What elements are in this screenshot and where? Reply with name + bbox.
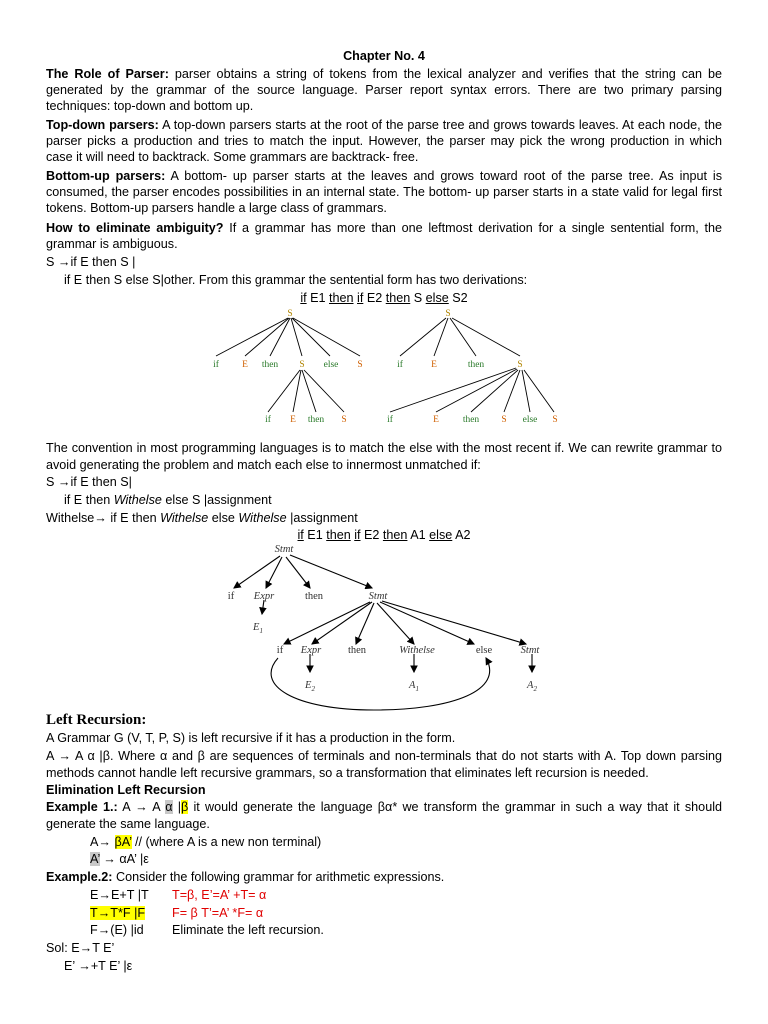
tree2-sub-s: S: [501, 415, 507, 425]
example1-line-1: Example 1.: A → A α |β it would generate the language βα* we transform the grammar in such a way that it should: [46, 800, 722, 814]
tree1-sub-e: E: [290, 415, 296, 425]
tree2-sub-then: then: [462, 415, 480, 425]
tree2-leaf-then: then: [467, 360, 485, 370]
tree3-e1: $E_1$: [253, 622, 263, 635]
tree3-leaf-if: if: [227, 591, 235, 602]
bottomup-paragraph-line-2: consumed, the parser encodes possibilities in an internal state. The bottom- up parser starts in a state valid for legal first: [46, 185, 722, 199]
tree1-leaf-then: then: [261, 360, 279, 370]
bottomup-paragraph-line-3: tokens. Bottom-up parsers handle a large class of grammars.: [46, 201, 387, 215]
role-paragraph-line-2: generated by the grammar of the source language. Parser report syntax errors. There are two primary parsing: [46, 83, 722, 97]
ambiguous-sentence: if E1 then if E2 then S else S2: [300, 291, 468, 305]
convention-line-1: The convention in most programming languages is to match the else with the most recent if. We can rewrite grammar to: [46, 441, 722, 455]
tree3-sub-then: then: [347, 645, 367, 656]
tree2-sub-s2: S: [552, 415, 558, 425]
left-recursion-heading: Left Recursion:: [46, 712, 147, 728]
tree3-node-stmt: Stmt: [368, 591, 388, 602]
chapter-title: Chapter No. 4: [343, 49, 425, 63]
left-recursion-line-2: A → A α |β. Where α and β are sequences of terminals and non-terminals that do not starts with A. Top down parsing: [46, 749, 722, 763]
tree1-sub-then: then: [307, 415, 325, 425]
tree3-root-stmt: Stmt: [274, 544, 294, 555]
tree1-root-s: S: [287, 309, 293, 319]
role-label: The Role of Parser:: [46, 67, 169, 81]
example1-line-2: generate the same language.: [46, 817, 210, 831]
ambiguity-grammar-line-1: S →if E then S |: [46, 255, 136, 269]
tree3-a2: $A_2$: [527, 680, 537, 693]
example2-rule-3: F→(E) |id Eliminate the left recursion.: [90, 923, 324, 937]
tree3-a1: $A_1$: [409, 680, 419, 693]
ambiguity-label: How to eliminate ambiguity?: [46, 221, 224, 235]
tree3-sub-if: if: [276, 645, 284, 656]
tree2-sub-else: else: [522, 415, 538, 425]
topdown-paragraph-line-1: Top-down parsers: A top-down parsers starts at the root of the parse tree and grows towards leaves. At each node, the: [46, 118, 722, 132]
tree2-sub-if: if: [387, 415, 393, 425]
tree3-sub-withelse: Withelse: [399, 645, 435, 656]
example2-rule-2: T→T*F |F F= β T’=A’ *F= α: [90, 906, 264, 920]
solution-line-1: Sol: E→T E’: [46, 941, 115, 955]
topdown-paragraph-line-3: case it will need to backtrack. Some grammars are backtrack- free.: [46, 150, 419, 164]
tree2-node-s: S: [517, 360, 523, 370]
tree2-sub-e: E: [433, 415, 439, 425]
ambiguity-grammar-line-2: if E then S else S|other. From this grammar the sentential form has two derivations:: [64, 273, 528, 287]
tree3-e2: $E_2$: [305, 680, 315, 693]
convention-grammar-1: S →if E then S|: [46, 475, 132, 489]
ambiguity-paragraph-line-2: grammar is ambiguous.: [46, 237, 178, 251]
tree1-leaf-s: S: [357, 360, 363, 370]
tree1-leaf-e: E: [242, 360, 248, 370]
tree1-leaf-else: else: [323, 360, 339, 370]
example1-rule-1: A→ βA’ // (where A is a new non terminal): [90, 835, 322, 849]
convention-line-2: avoid generating the problem and match each else to innermost unmatched if:: [46, 458, 481, 472]
ambiguity-paragraph-line-1: How to eliminate ambiguity? If a grammar has more than one leftmost derivation for a single sentential form, the: [46, 221, 723, 235]
tree3-leaf-then: then: [304, 591, 324, 602]
role-paragraph-line-3: techniques: top-down and bottom up.: [46, 99, 254, 113]
convention-grammar-2: if E then Withelse else S |assignment: [64, 493, 272, 507]
tree2-root-s: S: [445, 309, 451, 319]
role-paragraph-line-1: The Role of Parser: parser obtains a string of tokens from the lexical analyzer and verifies that the string can be: [46, 67, 723, 81]
tree3-leaf-expr: Expr: [253, 591, 275, 602]
tree1-node-s: S: [299, 360, 305, 370]
left-recursion-line-1: A Grammar G (V, T, P, S) is left recursive if it has a production in the form.: [46, 731, 456, 745]
tree1-sub-s: S: [341, 415, 347, 425]
elimination-heading: Elimination Left Recursion: [46, 783, 206, 797]
bottomup-paragraph-line-1: Bottom-up parsers: A bottom- up parser starts at the leaves and grows toward root of the parse tree. As input is: [46, 169, 722, 183]
tree3-sub-else: else: [475, 645, 493, 656]
example1-rule-2: A’ → αA’ |ε: [90, 852, 149, 866]
tree3-sub-stmt: Stmt: [520, 645, 540, 656]
left-recursion-line-3: methods cannot handle left recursive grammars, so a transformation that eliminates left recursion is needed.: [46, 766, 649, 780]
topdown-paragraph-line-2: parser picks a production and tries to match the input. However, the parser may pick the wrong production in which: [46, 134, 722, 148]
tree2-leaf-e: E: [431, 360, 437, 370]
bottomup-label: Bottom-up parsers:: [46, 169, 166, 183]
tree1-leaf-if: if: [213, 360, 219, 370]
convention-grammar-3: Withelse→ if E then Withelse else Withelse |assignment: [46, 511, 358, 525]
example2-line: Example.2: Consider the following grammar for arithmetic expressions.: [46, 870, 445, 884]
unambiguous-sentence: if E1 then if E2 then A1 else A2: [297, 528, 471, 542]
topdown-label: Top-down parsers:: [46, 118, 159, 132]
tree1-sub-if: if: [265, 415, 271, 425]
parse-tree-withelse: [214, 540, 554, 712]
parse-trees-ambiguous: [190, 304, 580, 430]
example2-rule-1: E→E+T |T T=β, E’=A’ +T= α: [90, 888, 267, 902]
solution-line-2: E’ →+T E’ |ε: [64, 959, 133, 973]
tree2-leaf-if: if: [397, 360, 403, 370]
tree3-sub-expr: Expr: [300, 645, 322, 656]
